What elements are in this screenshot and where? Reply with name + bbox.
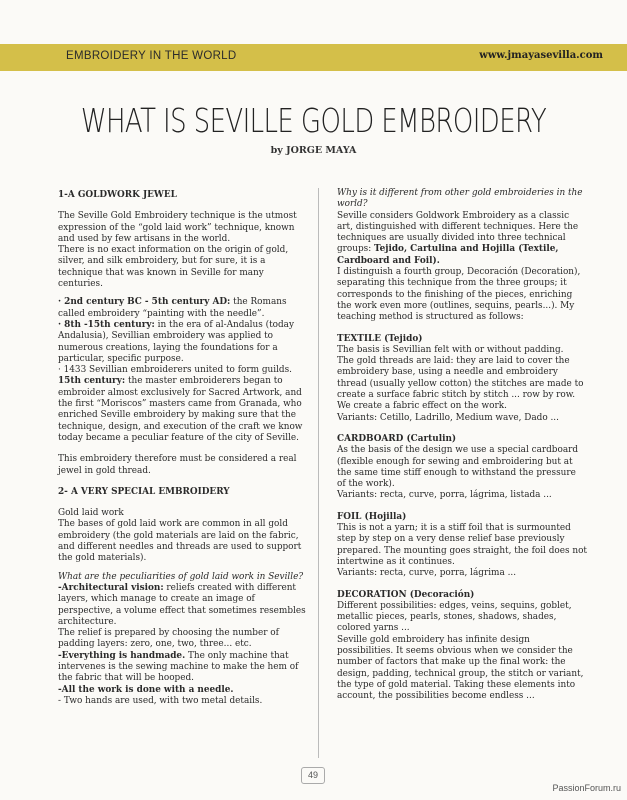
page-number: 49 — [301, 767, 325, 784]
answer-text: The only machine that intervenes is the sewing machine to make the hem of the fabric that will be hooped. — [58, 650, 299, 684]
paragraph: Seville gold embroidery has infinite design possibilities. It seems obvious when we consider the number of factors that make up the final work: the design, padding, technical group, the stitch or variant, the type of gold material. Taking these elements into account, the possibilities become endless ... — [337, 634, 584, 702]
watermark: PassionForum.ru — [552, 783, 621, 793]
history-item — [58, 297, 308, 320]
history-item — [58, 376, 308, 444]
history-date: · 8th -15th century: — [58, 319, 155, 330]
paragraph: This is not a yarn; it is a stiff foil that is surmounted step by step on a very dense relief base previously prepared. The mounting goes straight, the foil does not intertwine as it continues. — [337, 523, 587, 567]
history-date: 15th century: — [58, 376, 126, 387]
history-item — [58, 320, 308, 365]
paragraph: The Seville Gold Embroidery technique is the utmost expression of the “gold laid work” technique, known and used by few artisans in the world. — [58, 211, 297, 244]
variants: Variants: recta, curve, porra, lágrima, listada ... — [337, 490, 552, 501]
paragraph: As the basis of the design we use a special cardboard (flexible enough for sewing and embroidering but at the same time stiff enough to withstand the pressure of the work). — [337, 445, 579, 490]
paragraph: There is no exact information on the origin of gold, silver, and silk embroidery, but for sure, it is a technique that was known in Seville for many centuries. — [58, 245, 289, 290]
question: What are the peculiarities of gold laid work in Seville? — [58, 571, 304, 582]
paragraph — [337, 211, 587, 267]
paragraph: The basis is Sevillian felt with or without padding. — [337, 344, 564, 355]
answer-item: - Two hands are used, with two metal details. — [58, 695, 263, 706]
paragraph: The bases of gold laid work are common in all gold embroidery (the gold materials are laid on the fabric, and different needles and threads are used to support the gold materials). — [58, 519, 302, 564]
technique-heading-decoration: DECORATION (Decoración) — [337, 589, 475, 600]
answer-text: reliefs created with different layers, which manage to create an image of perspective, a volume effect that sometimes resembles architecture. — [58, 582, 306, 627]
section-heading-goldwork-jewel: 1-A GOLDWORK JEWEL — [58, 190, 177, 200]
section-heading-special-embroidery: 2- A VERY SPECIAL EMBROIDERY — [58, 486, 230, 497]
technique-heading-foil: FOIL (Hojilla) — [337, 511, 407, 522]
history-item: · 1433 Sevillian embroiderers united to form guilds. — [58, 365, 292, 376]
paragraph-bold: Tejido, Cartulina and Hojilla (Textile, Cardboard and Foil). — [337, 244, 559, 266]
answer-item — [58, 651, 308, 685]
technique-heading-textile: TEXTILE (Tejido) — [337, 333, 423, 344]
paragraph: Different possibilities: edges, veins, sequins, goblet, metallic pieces, pearls, stones, shadows, shades, colored yarns ... — [337, 600, 572, 634]
answer-lead: -Everything is handmade. — [58, 650, 186, 661]
technique-heading-cardboard: CARDBOARD (Cartulin) — [337, 433, 457, 444]
paragraph: This embroidery therefore must be considered a real jewel in gold thread. — [58, 454, 297, 476]
history-date: · 2nd century BC - 5th century AD: — [58, 297, 231, 308]
variants: Variants: recta, curve, porra, lágrima ... — [337, 568, 517, 579]
variants: Variants: Cetillo, Ladrillo, Medium wave, Dado ... — [337, 412, 559, 423]
answer-lead: -Architectural vision: — [58, 582, 164, 593]
article-byline: by JORGE MAYA — [270, 145, 357, 156]
answer-item: -All the work is done with a needle. — [58, 684, 234, 695]
question: Why is it different from other gold embroideries in the world? — [337, 188, 583, 210]
subheading: Gold laid work — [58, 508, 124, 519]
paragraph: The gold threads are laid: they are laid to cover the embroidery base, using a needle and embroidery thread (usually yellow cotton) the stitches are made to create a surface fabric stitch by stitch ... row by row. We create a fabric effect on the work. — [337, 356, 584, 412]
answer-item — [58, 583, 308, 628]
paragraph-text: Seville considers Goldwork Embroidery as a classic art, distinguished with different techniques. Here the techniques are usually divided into three technical groups: — [337, 210, 579, 255]
right-column — [337, 188, 587, 702]
website-link[interactable]: www.jmayasevilla.com — [479, 50, 603, 61]
section-label: EMBROIDERY IN THE WORLD — [66, 50, 237, 62]
history-text: in the era of al-Andalus (today Andalusia), Sevillian embroidery was applied to numerous creations, laying the foundations for a particular, specific purpose. — [58, 319, 294, 364]
section-banner — [0, 44, 627, 71]
history-text: the Romans called embroidery “painting with the needle”. — [58, 297, 287, 319]
paragraph: The relief is prepared by choosing the number of padding layers: zero, one, two, three... etc. — [58, 628, 279, 650]
left-column — [58, 190, 308, 707]
column-divider — [318, 188, 319, 758]
paragraph: I distinguish a fourth group, Decoración (Decoration), separating this technique from the three groups; it corresponds to the finishing of the pieces, enriching the work even more (outlines, sequins, pearls...). My teaching method is structured as follows: — [337, 267, 581, 323]
history-text: the master embroiderers began to embroider almost exclusively for Sacred Artwork, and the first “Moriscos” masters came from Granada, who enriched Seville embroidery by making sure that the technique, design, and execution of the craft we know today became a peculiar feature of the city of Seville. — [58, 376, 303, 443]
article-title: WHAT IS SEVILLE GOLD EMBROIDERY — [80, 103, 547, 141]
